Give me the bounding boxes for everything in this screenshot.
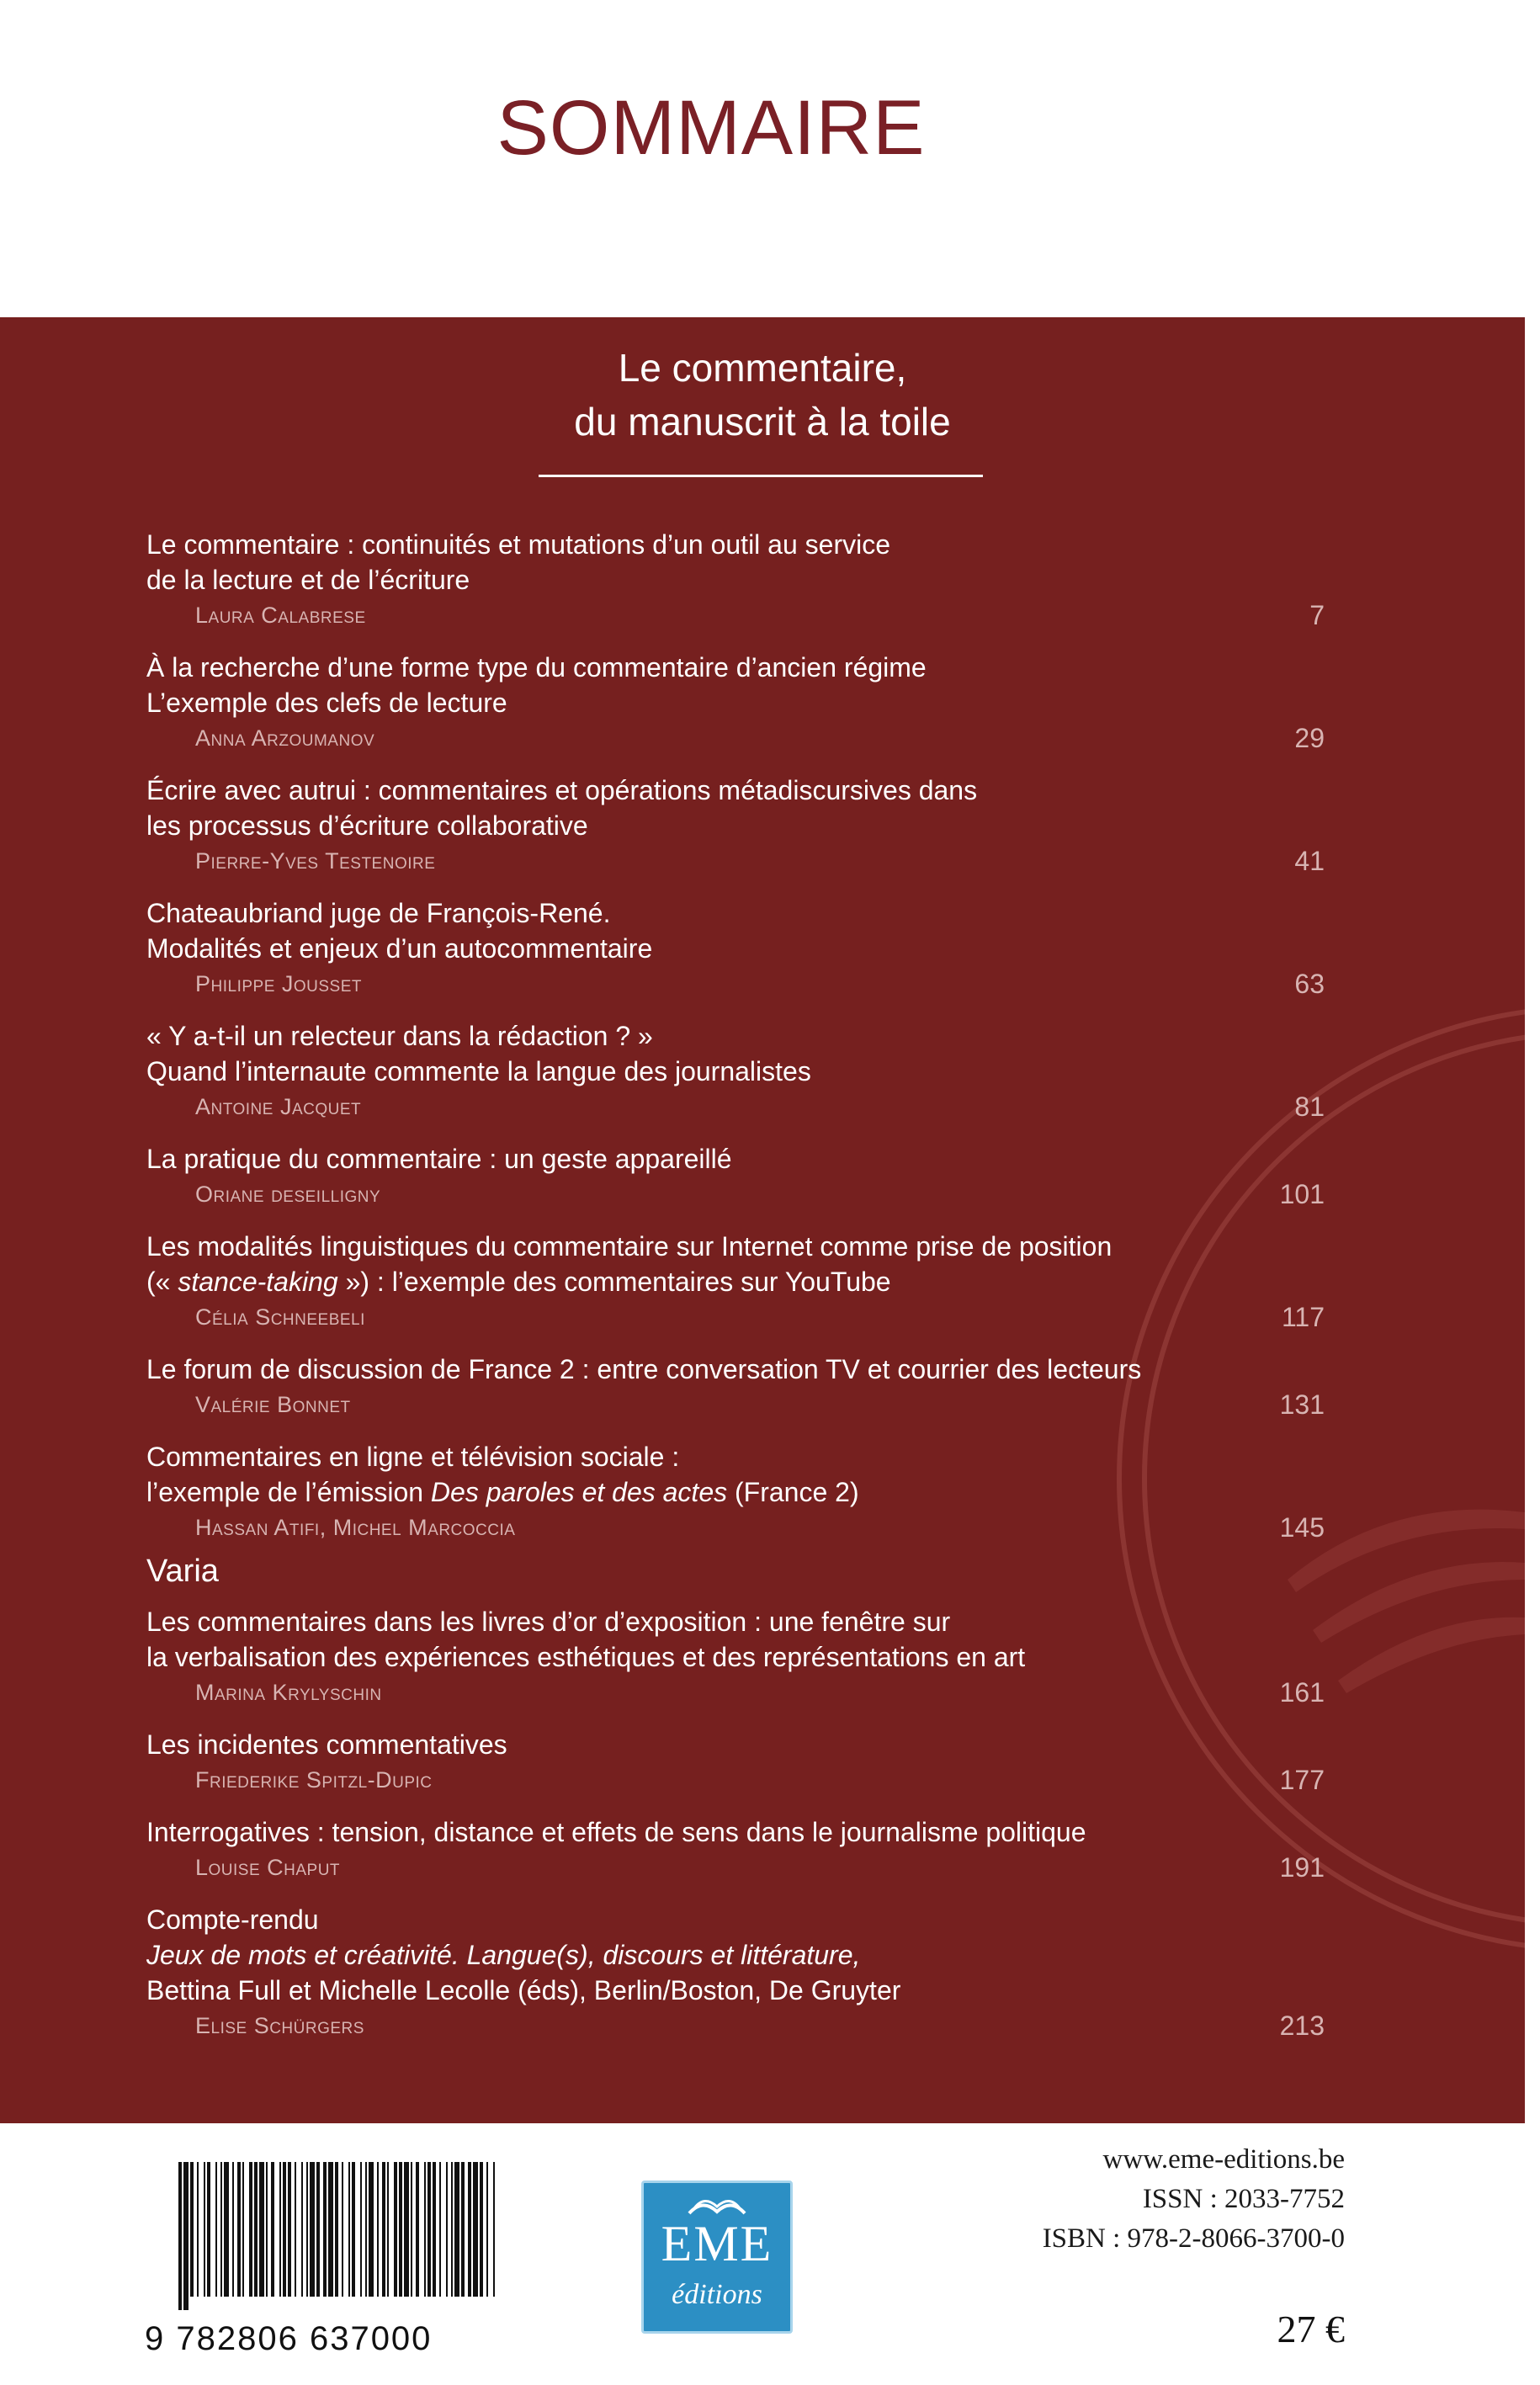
barcode-bar bbox=[183, 2162, 189, 2310]
entry-page-number: 29 bbox=[1294, 723, 1325, 753]
barcode-bar bbox=[295, 2162, 296, 2297]
barcode-bar bbox=[468, 2162, 471, 2297]
entry-author: Laura Calabrese bbox=[195, 603, 366, 628]
toc-entry bbox=[146, 1141, 1325, 1212]
barcode-bar bbox=[394, 2162, 397, 2297]
barcode-bar bbox=[404, 2162, 409, 2297]
barcode-bar bbox=[365, 2162, 367, 2297]
barcode-bar bbox=[224, 2162, 229, 2297]
toc-entry bbox=[146, 650, 1325, 756]
toc-entry bbox=[146, 1604, 1325, 1710]
barcode-bar bbox=[237, 2162, 241, 2297]
entry-title bbox=[146, 650, 1325, 720]
barcode-bar bbox=[399, 2162, 402, 2297]
entry-title bbox=[146, 1439, 1325, 1510]
barcode-bar bbox=[342, 2162, 343, 2297]
entry-title-line: Quand l’internaute commente la langue des journalistes bbox=[146, 1056, 811, 1086]
barcode-bar bbox=[204, 2162, 205, 2297]
barcode-bar bbox=[254, 2162, 258, 2297]
entry-title-line: L’exemple des clefs de lecture bbox=[146, 688, 507, 718]
table-of-contents bbox=[146, 527, 1325, 2043]
toc-entry bbox=[146, 895, 1325, 1001]
entry-author: Valérie Bonnet bbox=[195, 1392, 351, 1417]
barcode-bar bbox=[288, 2162, 291, 2297]
entry-page-number: 131 bbox=[1279, 1389, 1325, 1420]
toc-entry bbox=[146, 1727, 1325, 1798]
entry-title bbox=[146, 1604, 1325, 1675]
issn: ISSN : 2033-7752 bbox=[1142, 2184, 1345, 2214]
entry-title-line: les processus d’écriture collaborative bbox=[146, 810, 588, 841]
entry-title bbox=[146, 1229, 1325, 1299]
entry-page-number: 117 bbox=[1281, 1302, 1325, 1332]
barcode-bar bbox=[283, 2162, 286, 2297]
website-url: www.eme-editions.be bbox=[1102, 2144, 1345, 2175]
barcode-bar bbox=[377, 2162, 379, 2297]
entry-title bbox=[146, 895, 1325, 966]
entry-title bbox=[146, 1352, 1325, 1387]
barcode-bar bbox=[416, 2162, 419, 2297]
entry-title-line bbox=[146, 1474, 1325, 1510]
barcode-bar bbox=[427, 2162, 431, 2297]
isbn: ISBN : 978-2-8066-3700-0 bbox=[1042, 2223, 1345, 2254]
barcode-bar bbox=[266, 2162, 268, 2297]
barcode-bar bbox=[306, 2162, 308, 2297]
divider bbox=[539, 475, 983, 477]
entry-author: Elise Schürgers bbox=[195, 2013, 364, 2038]
entry-title-line: la verbalisation des expériences esthétiques et des représentations en art bbox=[146, 1642, 1026, 1672]
barcode-bars bbox=[178, 2162, 498, 2310]
entry-page-number: 101 bbox=[1279, 1179, 1325, 1209]
barcode-bar bbox=[328, 2162, 333, 2297]
barcode-bar bbox=[190, 2162, 194, 2297]
price: 27 € bbox=[1277, 2308, 1345, 2350]
entry-title-text: (France 2) bbox=[727, 1477, 859, 1507]
entry-title-line: Le forum de discussion de France 2 : entre conversation TV et courrier des lecteurs bbox=[146, 1354, 1142, 1384]
barcode-bar bbox=[411, 2162, 412, 2297]
entry-title bbox=[146, 773, 1325, 843]
entry-title-line: Les modalités linguistiques du commentaire sur Internet comme prise de position bbox=[146, 1231, 1113, 1262]
entry-title bbox=[146, 1727, 1325, 1762]
varia-heading: Varia bbox=[146, 1554, 219, 1589]
entry-author: Anna Arzoumanov bbox=[195, 725, 375, 751]
entry-page-number: 63 bbox=[1294, 969, 1325, 999]
toc-entry bbox=[146, 1439, 1325, 1545]
barcode-bar bbox=[446, 2162, 448, 2297]
barcode-bar bbox=[360, 2162, 362, 2297]
entry-page-number: 161 bbox=[1279, 1677, 1325, 1708]
publisher-logo bbox=[641, 2180, 793, 2334]
barcode-bar bbox=[433, 2162, 436, 2297]
barcode-bar bbox=[310, 2162, 315, 2297]
review-editors: Bettina Full et Michelle Lecolle (éds), Berlin/Boston, De Gruyter bbox=[146, 1975, 901, 2005]
logo-subtext: éditions bbox=[672, 2279, 762, 2310]
entry-title-line: « Y a-t-il un relecteur dans la rédaction ? » bbox=[146, 1021, 653, 1051]
barcode-bar bbox=[197, 2162, 199, 2297]
entry-page-number: 41 bbox=[1294, 846, 1325, 876]
barcode-bar bbox=[259, 2162, 264, 2297]
barcode-bar bbox=[242, 2162, 244, 2297]
barcode-bar bbox=[178, 2162, 182, 2310]
entry-title-line: Les commentaires dans les livres d’or d’exposition : une fenêtre sur bbox=[146, 1607, 951, 1637]
entry-title-line: Chateaubriand juge de François-René. bbox=[146, 898, 611, 928]
barcode-bar bbox=[232, 2162, 234, 2297]
entry-title-line: Le commentaire : continuités et mutations d’un outil au service bbox=[146, 529, 891, 560]
open-book-icon bbox=[688, 2190, 746, 2215]
barcode-bar bbox=[451, 2162, 453, 2297]
entry-page-number: 81 bbox=[1294, 1092, 1325, 1122]
toc-entry bbox=[146, 773, 1325, 879]
barcode-bar bbox=[382, 2162, 385, 2297]
barcode-bar bbox=[493, 2162, 495, 2297]
toc-entry bbox=[146, 1018, 1325, 1124]
barcode-digits: 9 782806 637000 bbox=[145, 2320, 433, 2357]
entry-title bbox=[146, 1018, 1325, 1089]
entry-title-line: Commentaires en ligne et télévision sociale : bbox=[146, 1442, 680, 1472]
entry-author: Marina Krylyschin bbox=[195, 1680, 382, 1705]
barcode-bar bbox=[369, 2162, 374, 2297]
entry-author: Philippe Jousset bbox=[195, 971, 362, 996]
barcode-bar bbox=[473, 2162, 478, 2297]
entry-title-italic: stance-taking bbox=[178, 1267, 338, 1297]
toc-entry bbox=[146, 1352, 1325, 1422]
entry-title-line: Écrire avec autrui : commentaires et opérations métadiscursives dans bbox=[146, 775, 978, 805]
barcode-bar bbox=[271, 2162, 274, 2297]
page-title: SOMMAIRE bbox=[497, 85, 926, 171]
entry-author: Antoine Jacquet bbox=[195, 1094, 362, 1119]
entry-page-number: 145 bbox=[1279, 1512, 1325, 1543]
barcode-bar bbox=[316, 2162, 320, 2297]
review-label: Compte-rendu bbox=[146, 1904, 319, 1935]
issue-subtitle-line1: Le commentaire, bbox=[618, 346, 907, 390]
entry-title-text: l’exemple de l’émission bbox=[146, 1477, 431, 1507]
publication-info bbox=[1043, 2140, 1345, 2259]
barcode-bar bbox=[454, 2162, 459, 2297]
barcode-bar bbox=[461, 2162, 465, 2297]
barcode-bar bbox=[439, 2162, 441, 2297]
barcode-bar bbox=[486, 2162, 488, 2297]
entry-author: Célia Schneebeli bbox=[195, 1304, 365, 1330]
contents-panel bbox=[0, 317, 1525, 2123]
entry-author: Oriane deseilligny bbox=[195, 1182, 381, 1207]
entry-title-text: (« bbox=[146, 1267, 178, 1297]
entry-title-italic: Des paroles et des actes bbox=[430, 1477, 728, 1507]
barcode-bar bbox=[301, 2162, 303, 2297]
barcode-bar bbox=[480, 2162, 483, 2297]
barcode-bar bbox=[207, 2162, 210, 2297]
entry-author: Pierre-Yves Testenoire bbox=[195, 848, 436, 874]
entry-page-number: 7 bbox=[1309, 600, 1325, 630]
logo-text: EME bbox=[661, 2216, 773, 2271]
toc-entry bbox=[146, 1229, 1325, 1335]
entry-title-line: Modalités et enjeux d’un autocommentaire bbox=[146, 933, 653, 964]
barcode-bar bbox=[323, 2162, 327, 2297]
review-entry bbox=[146, 1902, 1325, 2043]
entry-title-line: de la lecture et de l’écriture bbox=[146, 565, 470, 595]
toc-entry bbox=[146, 1814, 1325, 1885]
barcode-bar bbox=[424, 2162, 426, 2297]
back-cover-footer bbox=[0, 2123, 1540, 2385]
entry-page-number: 213 bbox=[1279, 2011, 1325, 2041]
entry-author: Hassan Atifi, Michel Marcoccia bbox=[195, 1515, 516, 1540]
barcode-bar bbox=[387, 2162, 389, 2297]
entry-title-line: À la recherche d’une forme type du commentaire d’ancien régime bbox=[146, 652, 927, 683]
barcode-bar bbox=[352, 2162, 355, 2297]
barcode-bar bbox=[335, 2162, 338, 2297]
issue-subtitle bbox=[0, 341, 1525, 449]
barcode-bar bbox=[348, 2162, 350, 2297]
entry-author: Louise Chaput bbox=[195, 1855, 341, 1880]
entry-title-line bbox=[146, 1264, 1325, 1299]
entry-title-line: Interrogatives : tension, distance et effets de sens dans le journalisme politique bbox=[146, 1817, 1086, 1847]
entry-title-line: Les incidentes commentatives bbox=[146, 1729, 507, 1760]
barcode-bar bbox=[279, 2162, 281, 2297]
entry-page-number: 191 bbox=[1279, 1852, 1325, 1883]
entry-page-number: 177 bbox=[1279, 1765, 1325, 1795]
barcode-bar bbox=[220, 2162, 222, 2297]
barcode-bar bbox=[249, 2162, 252, 2297]
review-book-title: Jeux de mots et créativité. Langue(s), discours et littérature, bbox=[146, 1940, 861, 1970]
entry-title-line: La pratique du commentaire : un geste appareillé bbox=[146, 1144, 732, 1174]
toc-entry bbox=[146, 527, 1325, 633]
entry-title bbox=[146, 527, 1325, 598]
entry-author: Friederike Spitzl-Dupic bbox=[195, 1767, 433, 1793]
entry-title bbox=[146, 1141, 1325, 1177]
isbn-barcode bbox=[145, 2149, 507, 2357]
entry-title bbox=[146, 1814, 1325, 1850]
entry-title-text: ») : l’exemple des commentaires sur YouTube bbox=[337, 1267, 891, 1297]
entry-title bbox=[146, 1902, 1325, 2008]
issue-subtitle-line2: du manuscrit à la toile bbox=[574, 400, 951, 444]
barcode-bar bbox=[215, 2162, 217, 2297]
